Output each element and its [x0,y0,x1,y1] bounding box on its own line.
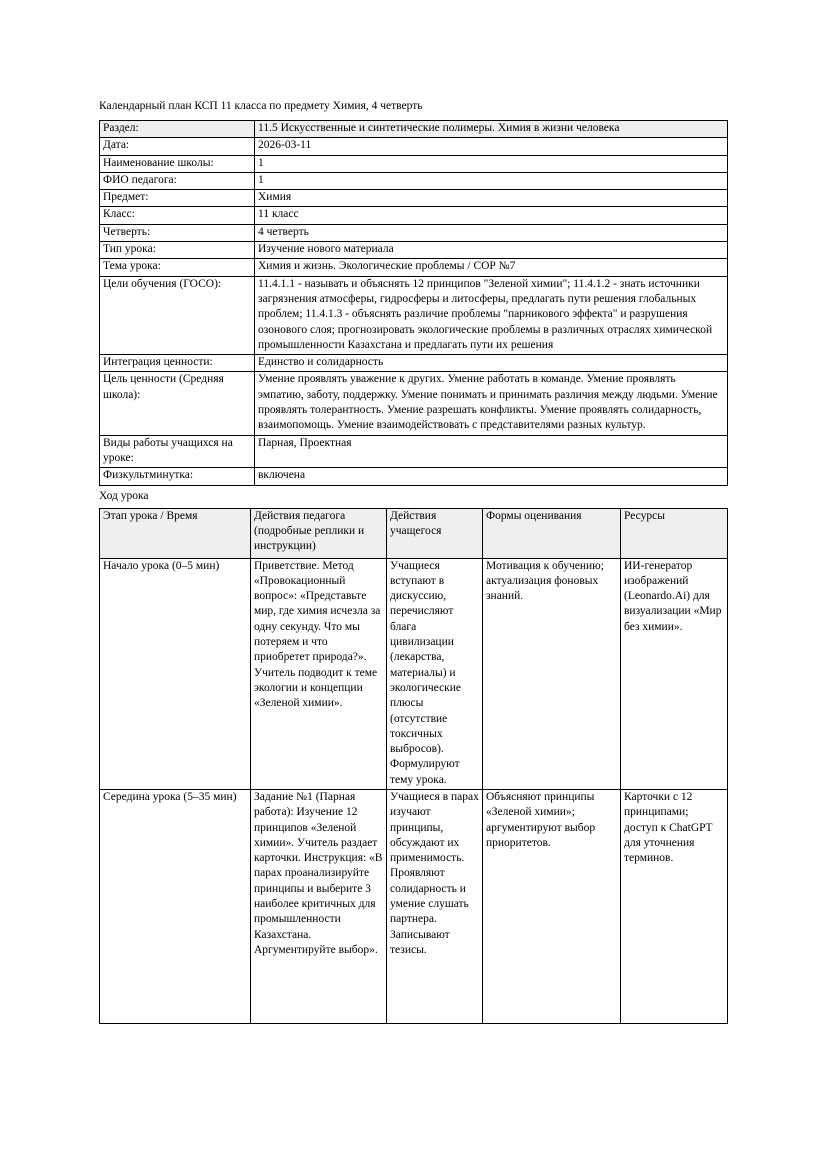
info-value: 2026-03-11 [255,138,728,155]
info-value: включена [255,468,728,485]
table-row [100,242,728,259]
info-label: Класс: [100,207,255,224]
info-value: Парная, Проектная [255,435,728,468]
info-value: Химия и жизнь. Экологические проблемы / СОР №7 [255,259,728,276]
lesson-flow-label: Ход урока [99,489,149,502]
table-row [100,355,728,372]
cell-teacher-actions: Задание №1 (Парная работа): Изучение 12 принципов «Зеленой химии». Учитель раздает карточки. Инструкция: «В парах проанализируйте принципы и выберите 3 наиболее критичных для промышленности Казахстана. Аргументируйте выбор». [251,789,387,1023]
column-header-student-actions: Действия учащегося [387,508,483,558]
info-label: Интеграция ценности: [100,355,255,372]
cell-student-actions: Учащиеся в парах изучают принципы, обсуждают их применимость. Проявляют солидарность и умение слушать партнера. Записывают тезисы. [387,789,483,1023]
info-value: 11.4.1.1 - называть и объяснять 12 принципов "Зеленой химии"; 11.4.1.2 - знать источники загрязнения атмосферы, гидросферы и литосферы, предлагать пути решения глобальных проблем; 11.4.1.3 - объяснять различие проблемы "парникового эффекта" и разрушения озонового слоя; прогнозировать экологические проблемы в различных отраслях химической промышленности Казахстана и предлагать пути их решения [255,276,728,354]
table-row [100,224,728,241]
info-value: Единство и солидарность [255,355,728,372]
info-value: Химия [255,190,728,207]
table-row [100,155,728,172]
info-label: Тема урока: [100,259,255,276]
info-value: 1 [255,155,728,172]
table-row [100,276,728,354]
info-label: Цель ценности (Средняя школа): [100,372,255,435]
info-value: Умение проявлять уважение к других. Умение работать в команде. Умение проявлять эмпатию, заботу, поддержку. Умение понимать и принимать различия между людьми. Умение проявлять толерантность. Умение разрешать конфликты. Умение проявлять солидарность, взаимопомощь. Умение взаимодействовать с представителями разных культур. [255,372,728,435]
lesson-flow-table [99,508,728,1024]
info-label: ФИО педагога: [100,172,255,189]
info-value: 11.5 Искусственные и синтетические полимеры. Химия в жизни человека [255,121,728,138]
table-row [100,259,728,276]
info-value: 1 [255,172,728,189]
table-row [100,121,728,138]
table-row [100,207,728,224]
info-label: Наименование школы: [100,155,255,172]
cell-student-actions: Учащиеся вступают в дискуссию, перечисляют блага цивилизации (лекарства, материалы) и экологические плюсы (отсутствие токсичных выбросов). Формулируют тему урока. [387,558,483,789]
document-content [99,99,727,1024]
cell-teacher-actions: Приветствие. Метод «Провокационный вопрос»: «Представьте мир, где химия исчезла за одну секунду. Что мы потеряем и что приобретет природа?». Учитель подводит к теме экологии и концепции «Зеленой химии». [251,558,387,789]
info-label: Четверть: [100,224,255,241]
column-header-resources: Ресурсы [621,508,728,558]
table-header-row [100,508,728,558]
cell-stage: Середина урока (5–35 мин) [100,789,251,1023]
table-row [100,372,728,435]
lesson-info-table [99,120,728,486]
table-row [100,468,728,485]
info-value: 11 класс [255,207,728,224]
info-label: Виды работы учащихся на уроке: [100,435,255,468]
table-row [100,138,728,155]
cell-stage: Начало урока (0–5 мин) [100,558,251,789]
cell-assessment: Объясняют принципы «Зеленой химии»; аргументируют выбор приоритетов. [483,789,621,1023]
info-label: Физкультминутка: [100,468,255,485]
info-label: Тип урока: [100,242,255,259]
table-row [100,190,728,207]
table-row [100,435,728,468]
info-value: 4 четверть [255,224,728,241]
cell-assessment: Мотивация к обучению; актуализация фоновых знаний. [483,558,621,789]
column-header-teacher-actions: Действия педагога (подробные реплики и инструкции) [251,508,387,558]
column-header-assessment: Формы оценивания [483,508,621,558]
column-header-stage: Этап урока / Время [100,508,251,558]
info-label: Дата: [100,138,255,155]
info-label: Предмет: [100,190,255,207]
table-row [100,558,728,789]
page-title: Календарный план КСП 11 класса по предмету Химия, 4 четверть [99,100,423,112]
cell-resources: ИИ-генератор изображений (Leonardo.Ai) для визуализации «Мир без химии». [621,558,728,789]
table-row [100,789,728,1023]
info-value: Изучение нового материала [255,242,728,259]
cell-resources: Карточки с 12 принципами; доступ к ChatGPT для уточнения терминов. [621,789,728,1023]
table-row [100,172,728,189]
info-label: Цели обучения (ГОСО): [100,276,255,354]
info-label: Раздел: [100,121,255,138]
